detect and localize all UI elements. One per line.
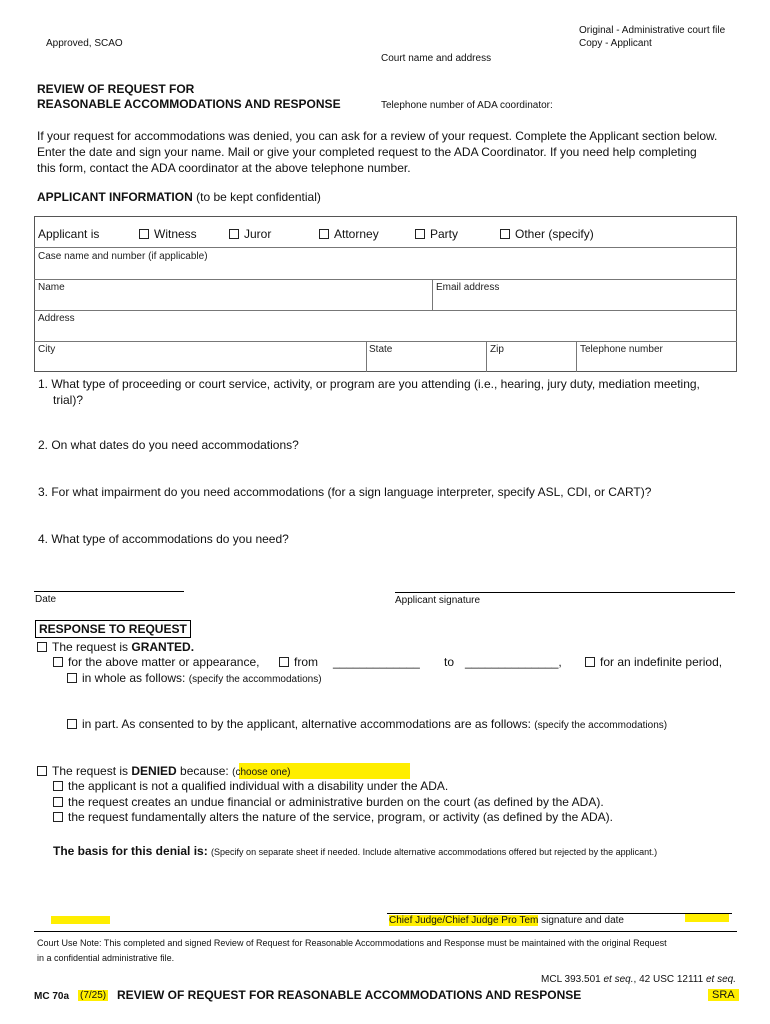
approved-scao: Approved, SCAO (46, 38, 123, 49)
intro-line1: If your request for accommodations was denied, you can ask for a review of your request. Complete the Applicant section below. (37, 129, 718, 143)
other-option[interactable]: Other (specify) (500, 227, 594, 241)
footer-form-title: REVIEW OF REQUEST FOR REASONABLE ACCOMMODATIONS AND RESPONSE (117, 988, 582, 1002)
basis-line: The basis for this denial is: (Specify on separate sheet if needed. Include alternative accommodations offered but rejected by the applicant.) (53, 844, 658, 858)
question-3: 3. For what impairment do you need accommodations (for a sign language interpreter, specify ASL, CDI, or CART)? (38, 485, 652, 499)
court-use-note-line1: Court Use Note: This completed and signed Review of Request for Reasonable Accommodations and Response must be maintained with the original Request (37, 938, 667, 948)
court-use-note-line2: in a confidential administrative file. (37, 953, 175, 963)
response-heading: RESPONSE TO REQUEST (35, 620, 191, 638)
email-label: Email address (436, 282, 500, 293)
question-1: 1. What type of proceeding or court service, activity, or program are you attending (i.e., hearing, jury duty, mediation meeting, (38, 377, 700, 391)
form-title-line2: REASONABLE ACCOMMODATIONS AND RESPONSE (37, 97, 341, 111)
original-note: Original - Administrative court file (579, 25, 726, 36)
reason-3-checkbox[interactable] (53, 812, 63, 822)
judge-right-highlight (685, 914, 729, 922)
indefinite-option[interactable]: for an indefinite period, (585, 655, 722, 669)
form-revision: (7/25) (80, 990, 107, 1001)
intro-line2: Enter the date and sign your name. Mail or give your completed request to the ADA Coordinator. If you need help completing (37, 145, 697, 159)
reason-1-option[interactable]: the applicant is not a qualified individual with a disability under the ADA. (53, 779, 448, 793)
from-option[interactable]: from (279, 655, 318, 669)
question-2: 2. On what dates do you need accommodations? (38, 438, 299, 452)
in-part-checkbox[interactable] (67, 719, 77, 729)
ada-phone-label: Telephone number of ADA coordinator: (381, 100, 553, 111)
above-matter-checkbox[interactable] (53, 657, 63, 667)
court-name-label: Court name and address (381, 53, 492, 64)
juror-option[interactable]: Juror (229, 227, 271, 241)
to-date-blank[interactable]: ______________, (465, 655, 562, 669)
form-title-line1: REVIEW OF REQUEST FOR (37, 82, 195, 96)
zip-label: Zip (490, 344, 504, 355)
whole-checkbox[interactable] (67, 673, 77, 683)
witness-checkbox[interactable] (139, 229, 149, 239)
applicant-signature-label: Applicant signature (395, 595, 481, 606)
in-part-option[interactable]: in part. As consented to by the applicant, alternative accommodations are as follows: (specify the accommodations) (67, 717, 667, 731)
sra-badge: SRA (708, 989, 739, 1001)
granted-checkbox[interactable] (37, 642, 47, 652)
attorney-option[interactable]: Attorney (319, 227, 379, 241)
telephone-label: Telephone number (580, 344, 663, 355)
address-label: Address (38, 313, 75, 324)
statute-reference: MCL 393.501 et seq., 42 USC 12111 et seq. (541, 974, 736, 985)
attorney-checkbox[interactable] (319, 229, 329, 239)
name-label: Name (38, 282, 65, 293)
whole-option[interactable]: in whole as follows: (specify the accommodations) (67, 671, 322, 685)
witness-option[interactable]: Witness (139, 227, 197, 241)
intro-line3: this form, contact the ADA coordinator at the above telephone number. (37, 161, 411, 175)
to-label: to (444, 655, 455, 669)
party-option[interactable]: Party (415, 227, 458, 241)
denied-line: The request is DENIED because: (choose one) (37, 764, 290, 778)
party-checkbox[interactable] (415, 229, 425, 239)
applicant-is-label: Applicant is (38, 227, 100, 241)
choose-one-dropdown[interactable]: (choose one) (232, 767, 291, 778)
reason-1-checkbox[interactable] (53, 781, 63, 791)
copy-note: Copy - Applicant (579, 38, 652, 49)
granted-line: The request is GRANTED. (37, 640, 194, 654)
form-number: MC 70a (34, 991, 70, 1002)
denied-checkbox[interactable] (37, 766, 47, 776)
reason-2-checkbox[interactable] (53, 797, 63, 807)
from-date-blank[interactable]: _____________ (333, 655, 420, 669)
question-4: 4. What type of accommodations do you need? (38, 532, 289, 546)
reason-3-option[interactable]: the request fundamentally alters the nature of the service, program, or activity (as defined by the ADA). (53, 810, 613, 824)
case-name-label: Case name and number (if applicable) (38, 251, 208, 262)
city-label: City (38, 344, 56, 355)
above-matter-option[interactable]: for the above matter or appearance, (53, 655, 259, 669)
juror-checkbox[interactable] (229, 229, 239, 239)
other-checkbox[interactable] (500, 229, 510, 239)
state-label: State (369, 344, 393, 355)
judge-signature-label: Chief Judge/Chief Judge Pro Tem signature and date (389, 915, 624, 926)
indefinite-checkbox[interactable] (585, 657, 595, 667)
judge-left-highlight (51, 916, 110, 924)
from-checkbox[interactable] (279, 657, 289, 667)
applicant-heading: APPLICANT INFORMATION (to be kept confidential) (37, 190, 321, 204)
date-label: Date (35, 594, 57, 605)
reason-2-option[interactable]: the request creates an undue financial or administrative burden on the court (as defined by the ADA). (53, 795, 604, 809)
question-1-cont: trial)? (53, 393, 84, 407)
